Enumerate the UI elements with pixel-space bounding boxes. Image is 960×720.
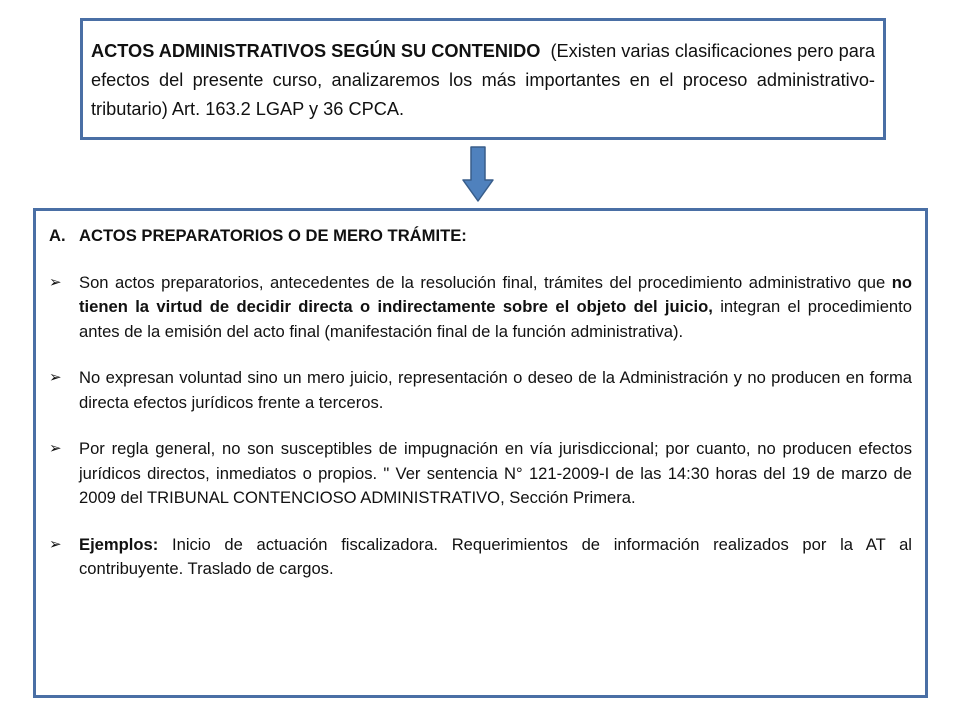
arrow-bullet-icon: ➢ bbox=[49, 369, 62, 386]
title-box bbox=[80, 18, 886, 140]
paragraph-1-c: integran el procedimiento antes de la emisión del acto final (manifestación final de la función administrativa). bbox=[79, 297, 912, 341]
list-item bbox=[49, 437, 912, 511]
arrow-bullet-icon: ➢ bbox=[49, 440, 62, 457]
paragraph-2: No expresan voluntad sino un mero juicio, representación o deseo de la Administración y no producen en forma directa efectos jurídicos frente a terceros. bbox=[79, 368, 912, 412]
arrow-bullet-icon: ➢ bbox=[49, 535, 62, 553]
content-box bbox=[33, 208, 928, 698]
section-heading bbox=[49, 224, 912, 249]
list-item bbox=[49, 271, 912, 345]
section-letter: A. bbox=[49, 226, 66, 245]
title-rest: (Existen varias clasificaciones pero para efectos del presente curso, analizaremos los más importantes en el proceso administrativo-tributario) Art. 163.2 LGAP y 36 CPCA. bbox=[91, 41, 875, 119]
paragraph-4 bbox=[79, 533, 912, 582]
title-bold: ACTOS ADMINISTRATIVOS SEGÚN SU CONTENIDO bbox=[91, 41, 541, 61]
down-arrow-icon bbox=[462, 146, 494, 202]
list-item bbox=[49, 366, 912, 415]
paragraph-1 bbox=[79, 271, 912, 345]
arrow-bullet-icon: ➢ bbox=[49, 273, 62, 291]
examples-text: Inicio de actuación fiscalizadora. Requerimientos de información realizados por la AT al contribuyente. Traslado de cargos. bbox=[79, 534, 912, 578]
paragraph-1-a: Son actos preparatorios, antecedentes de la resolución final, trámites del procedimiento administrativo que bbox=[79, 272, 892, 292]
examples-label: Ejemplos: bbox=[79, 534, 159, 554]
list-item bbox=[49, 533, 912, 582]
paragraph-3: Por regla general, no son susceptibles de impugnación en vía jurisdiccional; por cuanto, no producen efectos jurídicos directos, inmediatos o propios. " Ver sentencia N° 121-2009-I de las 14:30 horas del 19 de marzo de 2009 del TRIBUNAL CONTENCIOSO ADMINISTRATIVO, Sección Primera. bbox=[79, 439, 912, 507]
section-heading-text: ACTOS PREPARATORIOS O DE MERO TRÁMITE: bbox=[79, 226, 467, 245]
paragraph-1-bold: no tienen la virtud de decidir directa o indirectamente sobre el objeto del juicio, bbox=[79, 272, 912, 316]
